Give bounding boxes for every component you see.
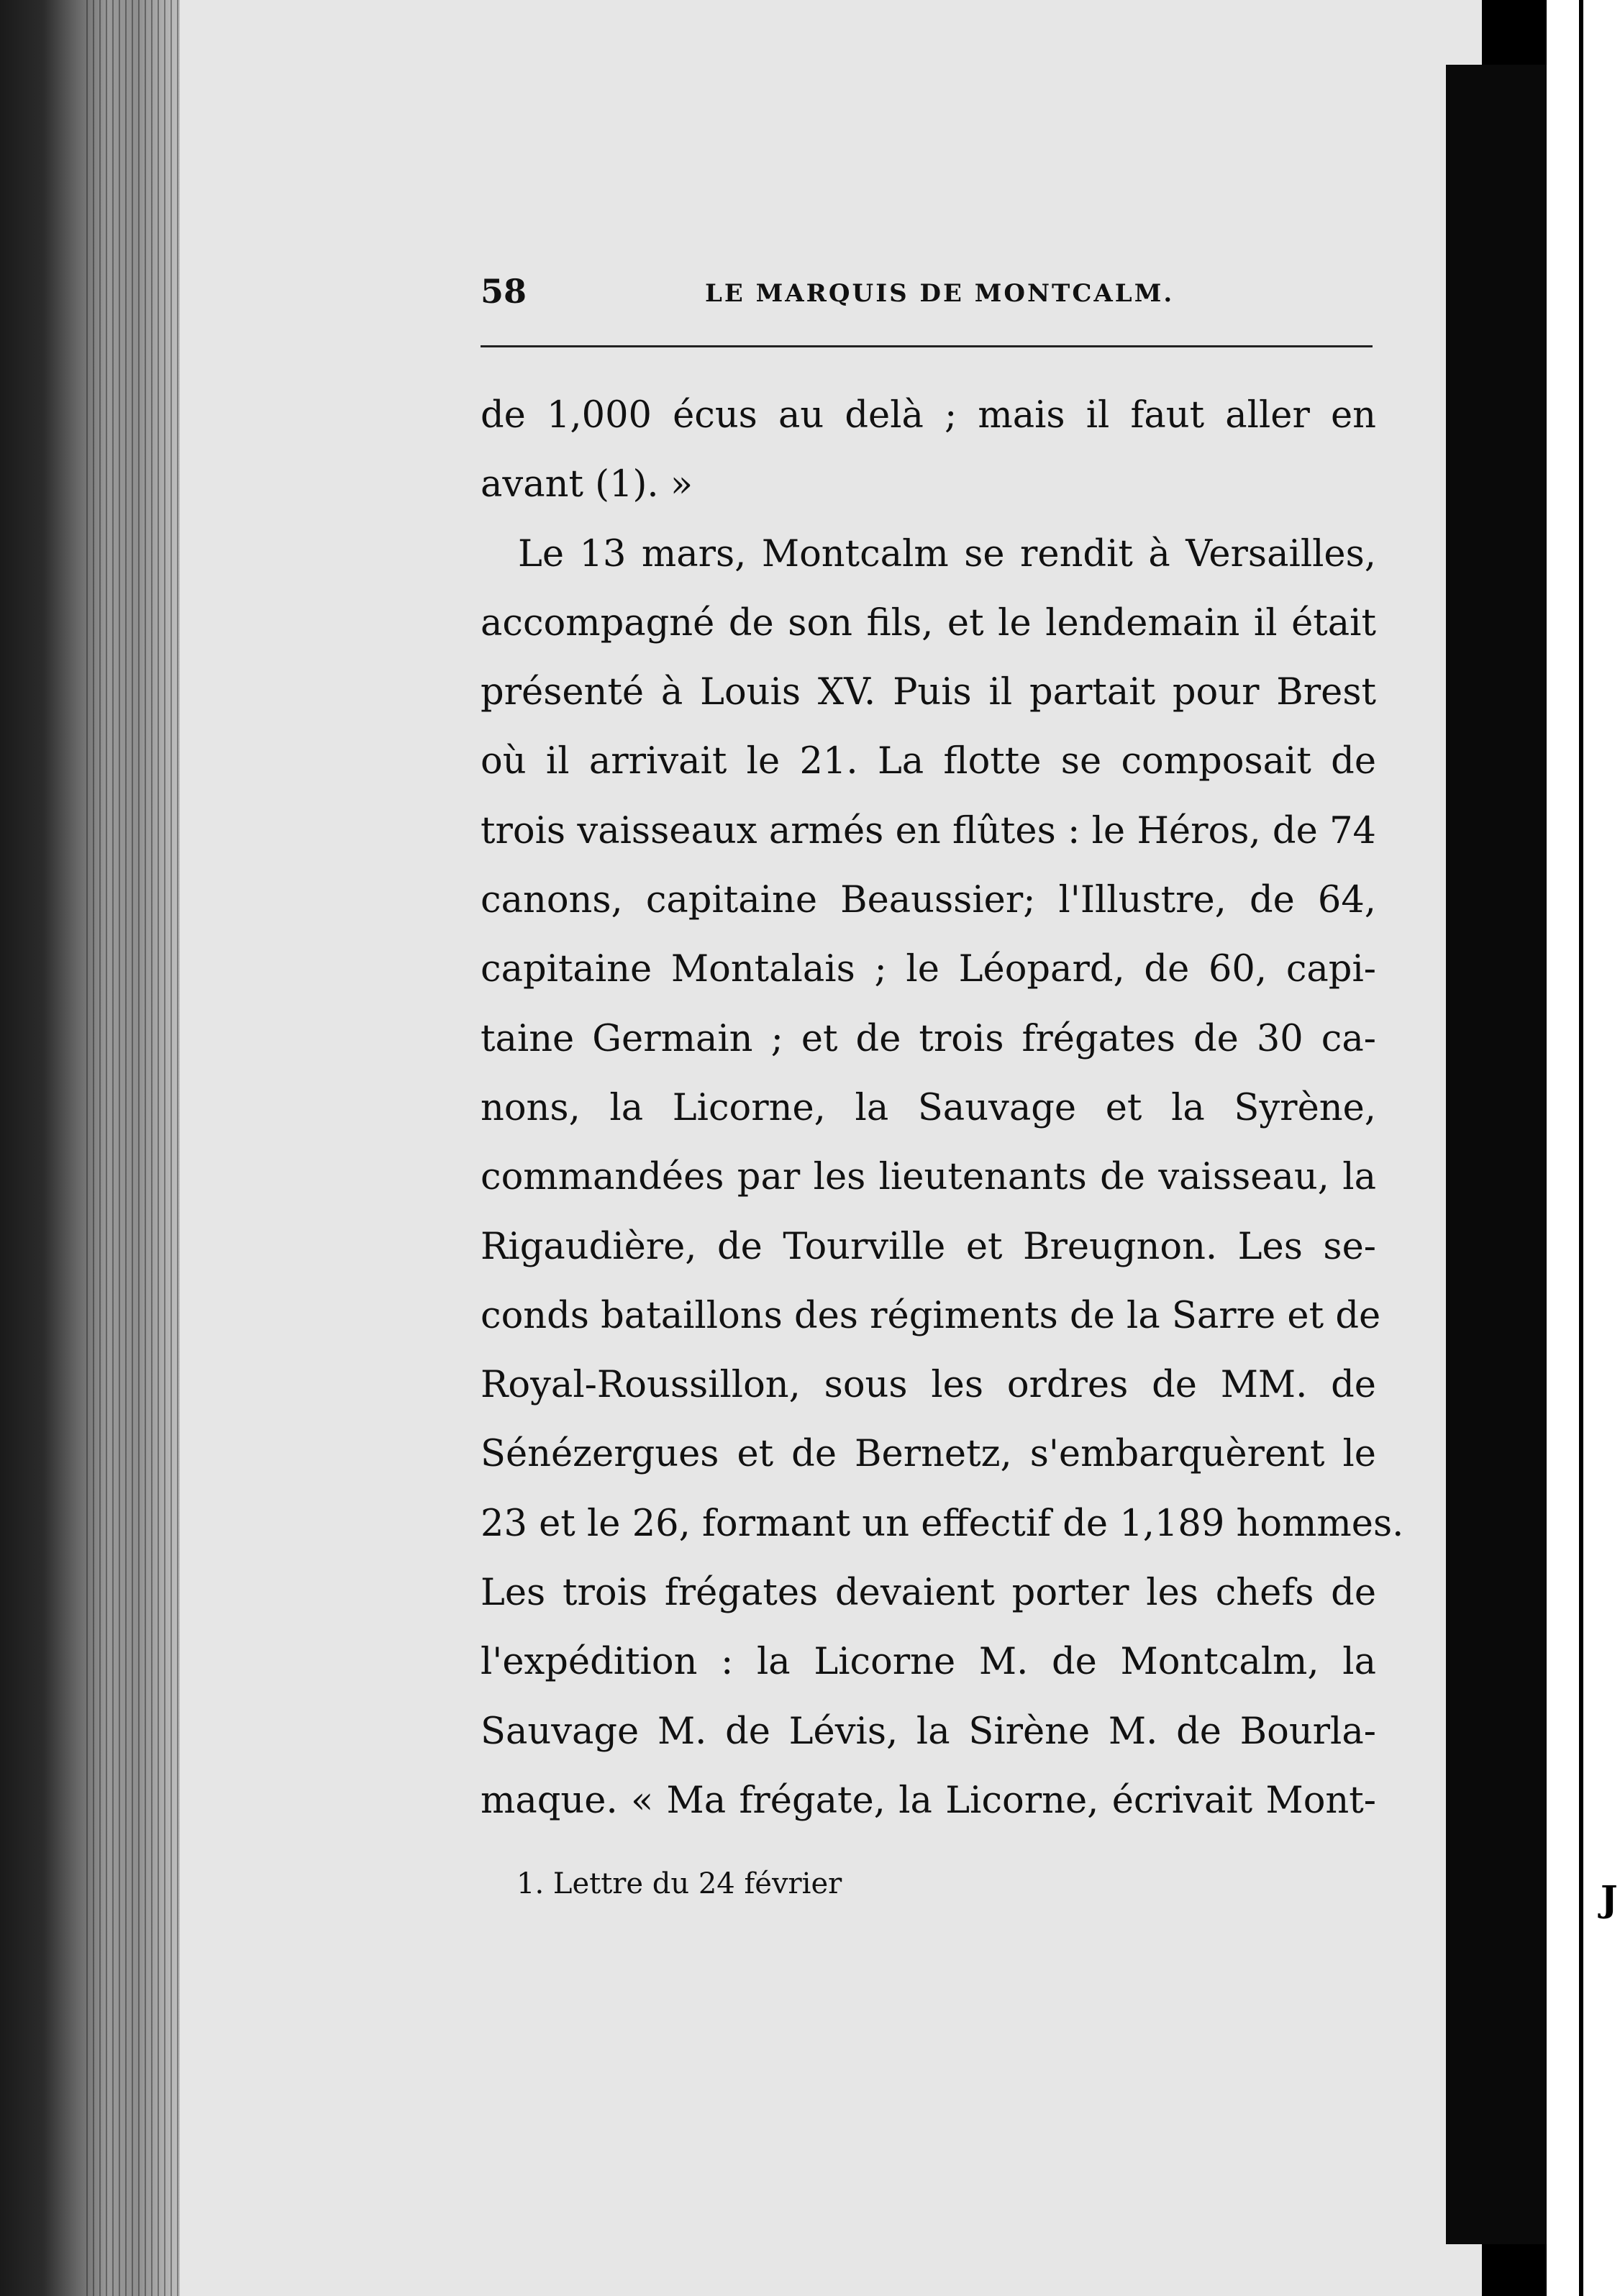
text-line: taine Germain ; et de trois frégates de 30 ca- <box>481 1017 1376 1060</box>
text-line: canons, capitaine Beaussier; l'Illustre, de 64, <box>481 879 1376 922</box>
text-line: maque. « Ma frégate, la Licorne, écrivait Mont- <box>481 1779 1376 1822</box>
text-line: nons, la Licorne, la Sauvage et la Syrène, <box>481 1086 1376 1129</box>
binding-shadow <box>1446 65 1547 2244</box>
text-line: présenté à Louis XV. Puis il partait pour Brest <box>481 671 1376 714</box>
text-line: capitaine Montalais ; le Léopard, de 60, capi- <box>481 948 1376 991</box>
text-line: où il arrivait le 21. La flotte se composait de <box>481 740 1376 783</box>
text-line: de 1,000 écus au delà ; mais il faut aller en <box>481 394 1376 437</box>
footnote: 1. Lettre du 24 février <box>517 1867 842 1900</box>
text-line: trois vaisseaux armés en flûtes : le Héros, de 74 <box>481 809 1376 852</box>
text-line: Sauvage M. de Lévis, la Sirène M. de Bourla- <box>481 1710 1376 1753</box>
running-head: LE MARQUIS DE MONTCALM. <box>705 279 1175 308</box>
text-line: commandées par les lieutenants de vaisseau, la <box>481 1156 1376 1199</box>
page-number: 58 <box>481 272 527 311</box>
body-text <box>481 381 1404 1836</box>
text-line: avant (1). » <box>481 463 693 506</box>
text-line: Le 13 mars, Montcalm se rendit à Versailles, <box>518 532 1376 575</box>
header-rule <box>481 345 1373 347</box>
text-line: accompagné de son fils, et le lendemain il était <box>481 601 1376 644</box>
text-line: Rigaudière, de Tourville et Breugnon. Les se- <box>481 1225 1376 1268</box>
text-line: Sénézergues et de Bernetz, s'embarquèrent le <box>481 1433 1376 1476</box>
page-header <box>481 272 1373 315</box>
page-stack-edge <box>0 0 209 2296</box>
margin-mark: J <box>1601 1877 1618 1920</box>
text-line: 23 et le 26, formant un effectif de 1,189 hommes. <box>481 1502 1404 1545</box>
text-line: l'expédition : la Licorne M. de Montcalm, la <box>481 1641 1376 1684</box>
facing-page-line <box>1579 0 1583 2296</box>
page-edge-lines <box>86 0 187 2296</box>
text-line: conds bataillons des régiments de la Sarre et de <box>481 1294 1381 1337</box>
facing-page-edge <box>1547 0 1620 2296</box>
text-line: Royal-Roussillon, sous les ordres de MM. de <box>481 1364 1376 1407</box>
text-line: Les trois frégates devaient porter les chefs de <box>481 1572 1376 1615</box>
